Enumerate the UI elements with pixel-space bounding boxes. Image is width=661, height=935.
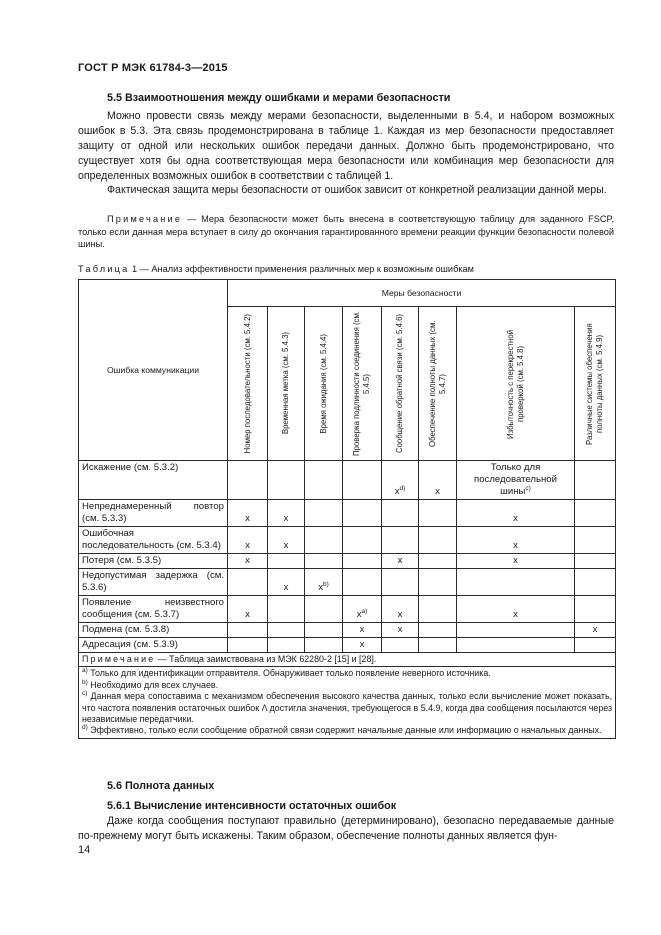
measure-cell [305,461,343,500]
measure-cell [419,638,457,653]
measure-cell [343,500,382,527]
footnote-text: Данная мера сопоставима с механизмом обеспечения высокого качества данных, только если вычисление может показать, что частота появления остаточных ошибок Λ достигла значения, требующегося в 5.4.9, когда два сообщения посылаются через независимые передатчики. [82,691,613,725]
section-5-5-note [78,213,614,251]
page-number: 14 [78,844,91,856]
measure-cell [382,527,419,554]
measure-cell [382,638,419,653]
measure-header [343,307,382,461]
measure-cell [228,500,268,527]
measure-header [575,307,616,461]
measure-cell [228,596,268,623]
measure-header-label: Избыточность с перекрестной проверкой (см. 5.4.8) [505,328,525,439]
measure-cell [382,569,419,596]
measure-header-label: Обеспечение полноты данных (см. 5.4.7) [427,320,447,447]
cell-value: x [394,486,400,497]
section-5-5-paragraph-1: Можно провести связь между мерами безопасности, выделенными в 5.4, и набором возможных ошибок в 5.3. Эта связь продемонстрирована в таблице 1. Каждая из мер безопасности предоставляет защиту от одной или нескольких ошибок передачи данных. Должно быть продемонстрировано, что существует хотя бы одна соответствующая мера безопасности или комбинация мер безопасности для определенных возможных ошибок в соответствии с таблицей 1. [78,110,614,182]
measure-cell [419,569,457,596]
measure-header-label: Проверка подлинности соединения (см. 5.4.5) [352,311,371,456]
error-name-cell: Непреднамеренный повтор (см. 5.3.3) [79,500,228,527]
error-name-cell: Потеря (см. 5.3.5) [79,554,228,569]
measure-cell [305,596,343,623]
measure-cell [343,461,382,500]
measure-cell [382,623,419,638]
measure-cell [457,638,575,653]
footnote [82,680,612,691]
cell-value: x [359,639,365,650]
measure-cell [457,554,575,569]
cell-value: x [513,540,518,551]
measure-cell [457,461,575,500]
footnote-text: Только для идентификации отправителя. Обнаруживает только появление неверного источника. [87,668,491,679]
measure-cell [419,554,457,569]
table-note-text: — Таблица заимствована из МЭК 62280-2 [15] и [28]. [155,654,377,664]
measure-cell [268,569,305,596]
document-header: ГОСТ Р МЭК 61784-3—2015 [78,62,228,74]
measure-cell [575,638,616,653]
footnote-mark: a) [82,667,88,675]
measure-cell [228,623,268,638]
measure-cell [575,623,616,638]
error-name-cell: Недопустимая задержка (см. 5.3.6) [79,569,228,596]
measure-cell [575,500,616,527]
measure-cell [575,569,616,596]
cell-value: x [592,624,598,635]
error-column-header: Ошибка коммуникации [79,280,228,461]
measure-header-label: Сообщение обратной связи (см. 5.4.6) [395,313,404,454]
measure-cell [382,500,419,527]
measure-cell [268,554,305,569]
measure-cell [575,554,616,569]
section-5-6-1-paragraph: Даже когда сообщения поступают правильно (детерминировано), безопасно передаваемые данные по-прежнему могут быть искажены. Таким образом, обеспечение полноты данных является фун- [78,815,614,842]
measures-group-header: Меры безопасности [228,280,616,307]
footnote-mark: d) [82,724,88,732]
measure-cell [575,461,616,500]
cell-value: x [283,582,289,593]
measure-cell [228,638,268,653]
footnote [82,691,612,725]
error-name-cell: Искажение (см. 5.3.2) [79,461,228,500]
measure-cell [268,461,305,500]
cell-value: x [245,555,250,566]
cell-value: x [397,609,403,620]
measure-cell [575,527,616,554]
footnote-ref: d) [399,484,406,492]
measure-header [228,307,268,461]
measure-cell [343,638,382,653]
measure-cell [228,527,268,554]
table-row [79,527,616,554]
measure-cell [228,461,268,500]
cell-value: x [359,624,365,635]
measure-cell [457,623,575,638]
cell-value: x [513,555,518,566]
table-note-label: Примечание [82,654,156,664]
footnote-ref: c) [525,484,531,492]
measure-header [382,307,419,461]
measure-cell [419,623,457,638]
section-5-6-title: 5.6 Полнота данных [107,780,215,792]
measure-cell [305,527,343,554]
measure-cell [305,500,343,527]
measure-header [419,307,457,461]
measure-cell [382,461,419,500]
table-row [79,461,616,500]
measure-cell [382,596,419,623]
measure-cell [382,554,419,569]
table-row [79,500,616,527]
table-caption-label: Таблица [78,264,130,274]
footnote-ref: a) [361,607,368,615]
table-row [79,623,616,638]
measure-cell [305,554,343,569]
cell-value: x [318,582,323,593]
cell-value: x [513,513,518,524]
section-5-5-paragraph-2: Фактическая защита меры безопасности от ошибок зависит от конкретной реализации данной меры. [107,184,607,196]
measure-cell [457,527,575,554]
measure-cell [268,596,305,623]
section-5-5-title: 5.5 Взаимоотношения между ошибками и мерами безопасности [107,92,451,104]
measure-cell [305,623,343,638]
measure-header-label: Время ожидания (см. 5.4.4) [318,333,328,434]
table-note [79,653,616,667]
measure-cell [419,596,457,623]
measure-cell [419,500,457,527]
measure-cell [419,527,457,554]
note-text: — Мера безопасности может быть внесена в соответствующую таблицу для заданного FSCP, только если данная мера вступает в силу до окончания гарантированного времени реакции функции безопасности полевой шины. [78,214,614,250]
measure-header [305,307,343,461]
measure-header-label: Временная метка (см. 5.4.3) [281,332,290,435]
measure-cell [268,623,305,638]
footnote-text: Необходимо для всех случаев. [87,679,219,690]
error-name-cell: Ошибочная последовательность (см. 5.3.4) [79,527,228,554]
note-label: Примечание [107,214,183,224]
cell-value: x [245,609,250,620]
cell-value: x [513,609,518,620]
measure-cell [268,638,305,653]
footnote-ref: b) [323,580,329,588]
footnote-mark: c) [82,690,88,698]
cell-value: x [283,540,289,551]
table-caption [78,264,474,274]
measure-cell [343,569,382,596]
table-row [79,554,616,569]
measure-cell [228,569,268,596]
measure-cell [343,527,382,554]
cell-value: x [435,486,440,497]
cell-value: x [356,609,362,620]
measure-cell [343,596,382,623]
footnote-mark: b) [82,678,88,686]
measures-table [78,279,616,739]
measure-cell [228,554,268,569]
measure-cell [457,569,575,596]
measure-cell [268,527,305,554]
footnote [82,725,612,736]
cell-value: Только для последовательной шины [474,462,557,497]
measure-cell [343,554,382,569]
measure-cell [305,638,343,653]
cell-value: x [397,555,403,566]
error-name-cell: Подмена (см. 5.3.8) [79,623,228,638]
cell-value: x [245,540,250,551]
cell-value: x [283,513,289,524]
table-footnotes [79,667,616,738]
table-row [79,596,616,623]
table-caption-text: 1 — Анализ эффективности применения различных мер к возможным ошибкам [129,264,474,274]
section-5-6-1-title: 5.6.1 Вычисление интенсивности остаточных ошибок [107,800,397,812]
measure-header-label: Различные системы обеспечения полноты данных (см. 5.4.9) [585,322,605,445]
measure-header [457,307,575,461]
measure-cell [457,596,575,623]
measure-cell [343,623,382,638]
cell-value: x [397,624,403,635]
measure-cell [419,461,457,500]
table-row [79,569,616,596]
measure-cell [575,596,616,623]
measure-header [268,307,305,461]
footnote [82,668,612,679]
error-name-cell: Адресация (см. 5.3.9) [79,638,228,653]
measure-cell [457,500,575,527]
table-row [79,638,616,653]
footnote-text: Эффективно, только если сообщение обратной связи содержит начальные данные или информацию о начальных данных. [87,725,602,736]
measure-cell [268,500,305,527]
error-name-cell: Появление неизвестного сообщения (см. 5.3.7) [79,596,228,623]
cell-value: x [245,513,250,524]
measure-header-label: Номер последовательности (см. 5.4.2) [242,313,252,454]
measure-cell [305,569,343,596]
